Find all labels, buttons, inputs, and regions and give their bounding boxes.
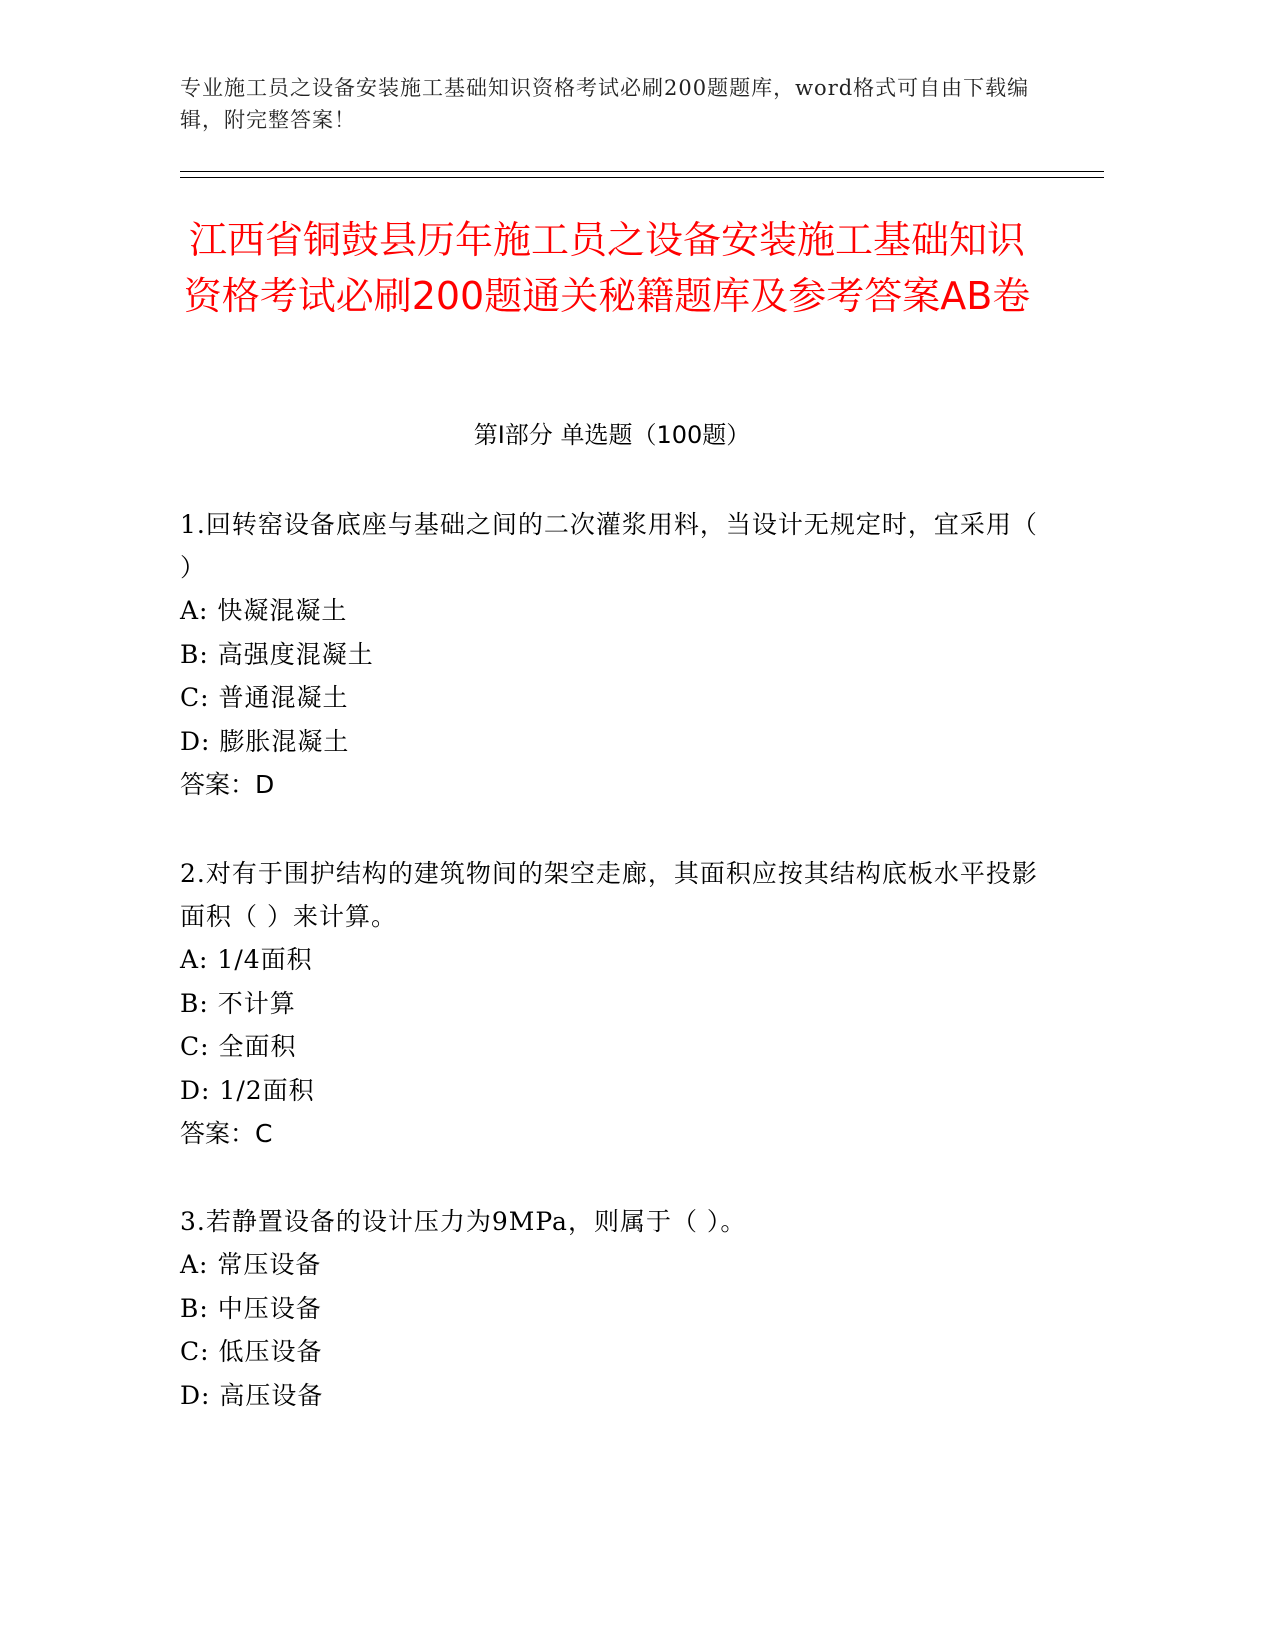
option-b: B: 不计算 [180, 988, 296, 1018]
option-c: C: 普通混凝土 [180, 683, 349, 712]
option-b: B: 中压设备 [180, 1293, 322, 1323]
header-rule-bottom [180, 177, 1104, 178]
question-2 [180, 852, 1040, 1156]
option-a: A: 1/4面积 [180, 945, 313, 974]
answer: 答案：D [180, 770, 275, 799]
option-d: D: 1/2面积 [180, 1075, 315, 1105]
answer: 答案：C [180, 1119, 273, 1148]
question-stem: 3.若静置设备的设计压力为9MPa，则属于（ ）。 [180, 1207, 747, 1236]
option-c: C: 低压设备 [180, 1337, 323, 1366]
section-heading: 第Ⅰ部分 单选题（100题） [473, 421, 751, 449]
question-stem: 1.回转窑设备底座与基础之间的二次灌浆用料，当设计无规定时，宜采用（ ） [180, 510, 1038, 582]
option-a: A: 快凝混凝土 [180, 596, 348, 625]
question-1 [180, 503, 1040, 807]
question-stem: 2.对有于围护结构的建筑物间的架空走廊，其面积应按其结构底板水平投影面积（ ）来计算。 [180, 859, 1038, 931]
header-note: 专业施工员之设备安装施工基础知识资格考试必刷200题题库，word格式可自由下载编辑，附完整答案！ [180, 76, 1030, 132]
option-b: B: 高强度混凝土 [180, 639, 374, 669]
option-c: C: 全面积 [180, 1032, 297, 1061]
option-d: D: 膨胀混凝土 [180, 726, 350, 756]
option-a: A: 常压设备 [180, 1250, 322, 1279]
option-d: D: 高压设备 [180, 1380, 324, 1410]
question-3 [180, 1200, 1040, 1417]
document-title: 江西省铜鼓县历年施工员之设备安装施工基础知识资格考试必刷200题通关秘籍题库及参考答案AB卷 [183, 218, 1031, 318]
header-rule-top [180, 171, 1104, 172]
